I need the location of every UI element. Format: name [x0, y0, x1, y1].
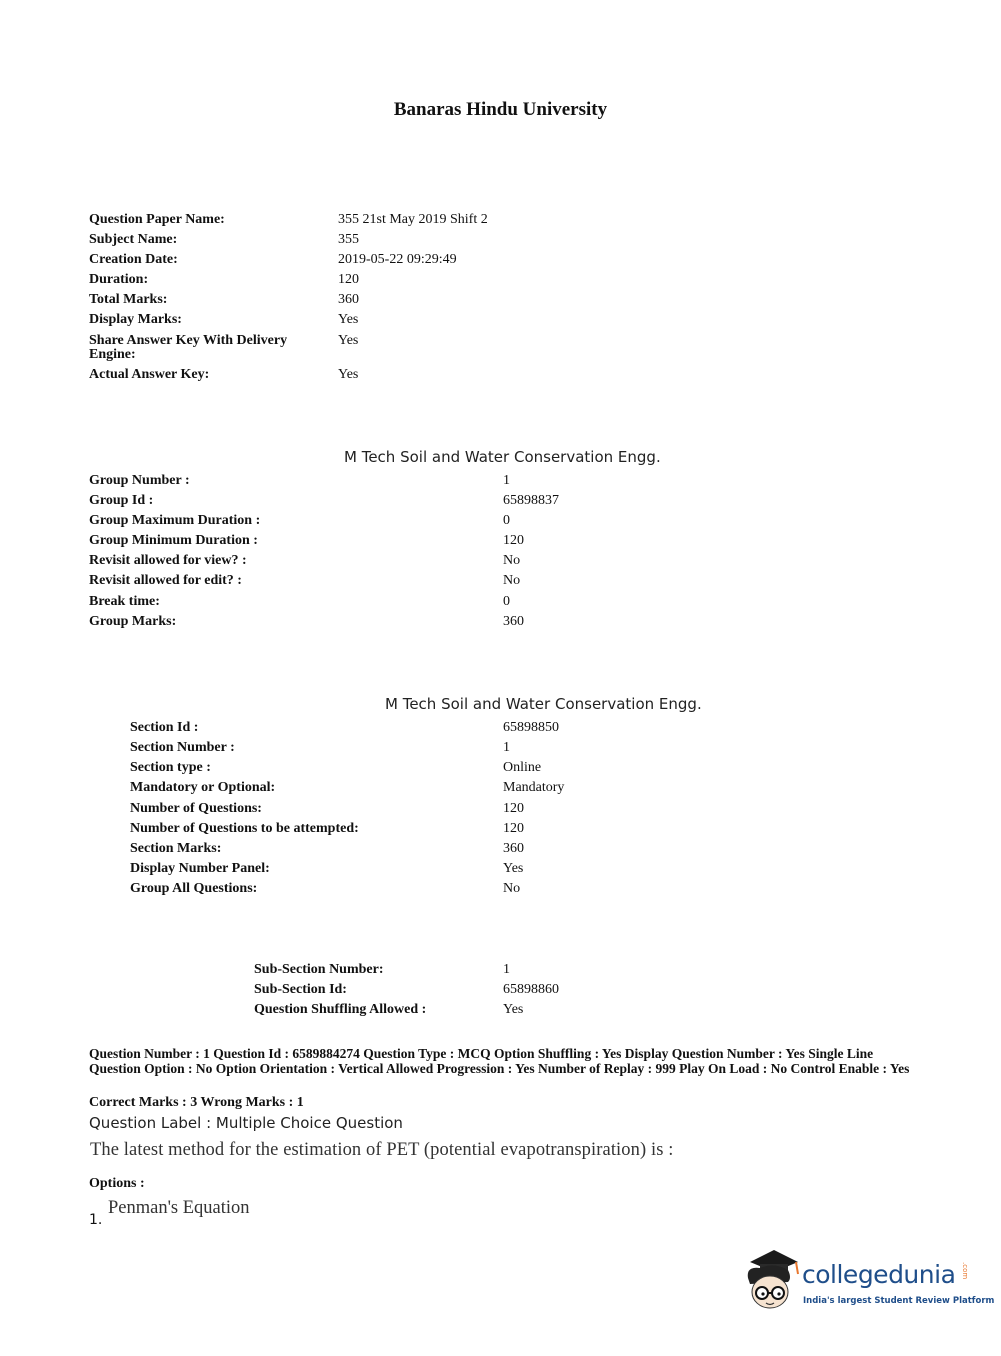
group-info-value: No	[503, 573, 521, 588]
question-meta: Question Number : 1 Question Id : 6589884274 Question Type : MCQ Option Shuffling : Yes Display Question Number : Yes Single Line Question Option : No Option Orientation : Vertical Allowed Progression : Yes Number of Replay : 999 Play On Load : No Control Enable : Yes	[89, 1046, 910, 1076]
paper-info-value: 120	[338, 272, 359, 287]
group-info-label: Group Id :	[89, 493, 154, 508]
section-info-label: Section type :	[130, 760, 211, 775]
group-info-value: 120	[503, 533, 524, 548]
paper-info-value: 360	[338, 292, 359, 307]
section-info-value: 120	[503, 821, 524, 836]
section-info-value: No	[503, 881, 521, 896]
paper-info-label: Share Answer Key With Delivery	[89, 333, 288, 348]
section-info-value: 120	[503, 801, 524, 816]
paper-info-label: Subject Name:	[89, 232, 178, 247]
options-heading: Options :	[89, 1176, 145, 1191]
paper-info-value: Yes	[338, 333, 359, 348]
logo-name: collegedunia	[802, 1260, 956, 1289]
paper-info-label: Question Paper Name:	[89, 212, 225, 227]
paper-info-label: Creation Date:	[89, 252, 178, 267]
section-info-label: Display Number Panel:	[130, 861, 270, 876]
group-info-value: 0	[503, 513, 510, 528]
logo-suffix: .com	[961, 1262, 969, 1280]
mascot-icon	[742, 1248, 802, 1312]
subsection-info-label: Sub-Section Number:	[254, 962, 384, 977]
subsection-info-value: Yes	[503, 1002, 524, 1017]
option-text: Penman's Equation	[108, 1198, 250, 1218]
section-info-label: Section Number :	[130, 740, 235, 755]
question-text: The latest method for the estimation of PET (potential evapotranspiration) is :	[90, 1140, 674, 1160]
group-info-label: Revisit allowed for view? :	[89, 553, 247, 568]
section-info-label: Number of Questions to be attempted:	[130, 821, 359, 836]
group-info-value: No	[503, 553, 521, 568]
group-info-label: Group Marks:	[89, 614, 177, 629]
page-title: Banaras Hindu University	[393, 99, 608, 120]
group-heading: M Tech Soil and Water Conservation Engg.	[344, 448, 661, 466]
group-info-label: Group Number :	[89, 473, 190, 488]
group-info-value: 360	[503, 614, 524, 629]
paper-info-label: Display Marks:	[89, 312, 182, 327]
section-info-label: Section Marks:	[130, 841, 222, 856]
group-info-label: Group Maximum Duration :	[89, 513, 261, 528]
section-info-value: Mandatory	[503, 780, 565, 795]
subsection-info-value: 65898860	[503, 982, 559, 997]
group-info-label: Group Minimum Duration :	[89, 533, 258, 548]
section-info-label: Number of Questions:	[130, 801, 262, 816]
paper-info-value: Yes	[338, 312, 359, 327]
logo-tagline: India's largest Student Review Platform	[803, 1296, 995, 1306]
section-info-value: 360	[503, 841, 524, 856]
section-info-value: 65898850	[503, 720, 559, 735]
section-info-value: Yes	[503, 861, 524, 876]
group-info-value: 0	[503, 594, 510, 609]
question-marks: Correct Marks : 3 Wrong Marks : 1	[89, 1095, 304, 1110]
section-info-value: 1	[503, 740, 510, 755]
paper-info-label: Actual Answer Key:	[89, 367, 210, 382]
subsection-info-value: 1	[503, 962, 510, 977]
paper-info-label: Duration:	[89, 272, 149, 287]
section-heading: M Tech Soil and Water Conservation Engg.	[385, 695, 702, 713]
option-number: 1.	[89, 1212, 103, 1228]
section-info-label: Mandatory or Optional:	[130, 780, 276, 795]
paper-info-value: 355 21st May 2019 Shift 2	[338, 212, 488, 227]
paper-info-label: Total Marks:	[89, 292, 168, 307]
paper-info-value: Yes	[338, 367, 359, 382]
subsection-info-label: Sub-Section Id:	[254, 982, 347, 997]
group-info-value: 65898837	[503, 493, 559, 508]
paper-info-value: 355	[338, 232, 359, 247]
collegedunia-logo	[742, 1248, 995, 1318]
group-info-label: Break time:	[89, 594, 160, 609]
group-info-label: Revisit allowed for edit? :	[89, 573, 242, 588]
section-info-label: Group All Questions:	[130, 881, 258, 896]
paper-info-label: Engine:	[89, 347, 136, 362]
question-label: Question Label : Multiple Choice Question	[89, 1114, 403, 1132]
group-info-value: 1	[503, 473, 510, 488]
paper-info-value: 2019-05-22 09:29:49	[338, 252, 457, 267]
section-info-label: Section Id :	[130, 720, 199, 735]
section-info-value: Online	[503, 760, 542, 775]
subsection-info-label: Question Shuffling Allowed :	[254, 1002, 427, 1017]
